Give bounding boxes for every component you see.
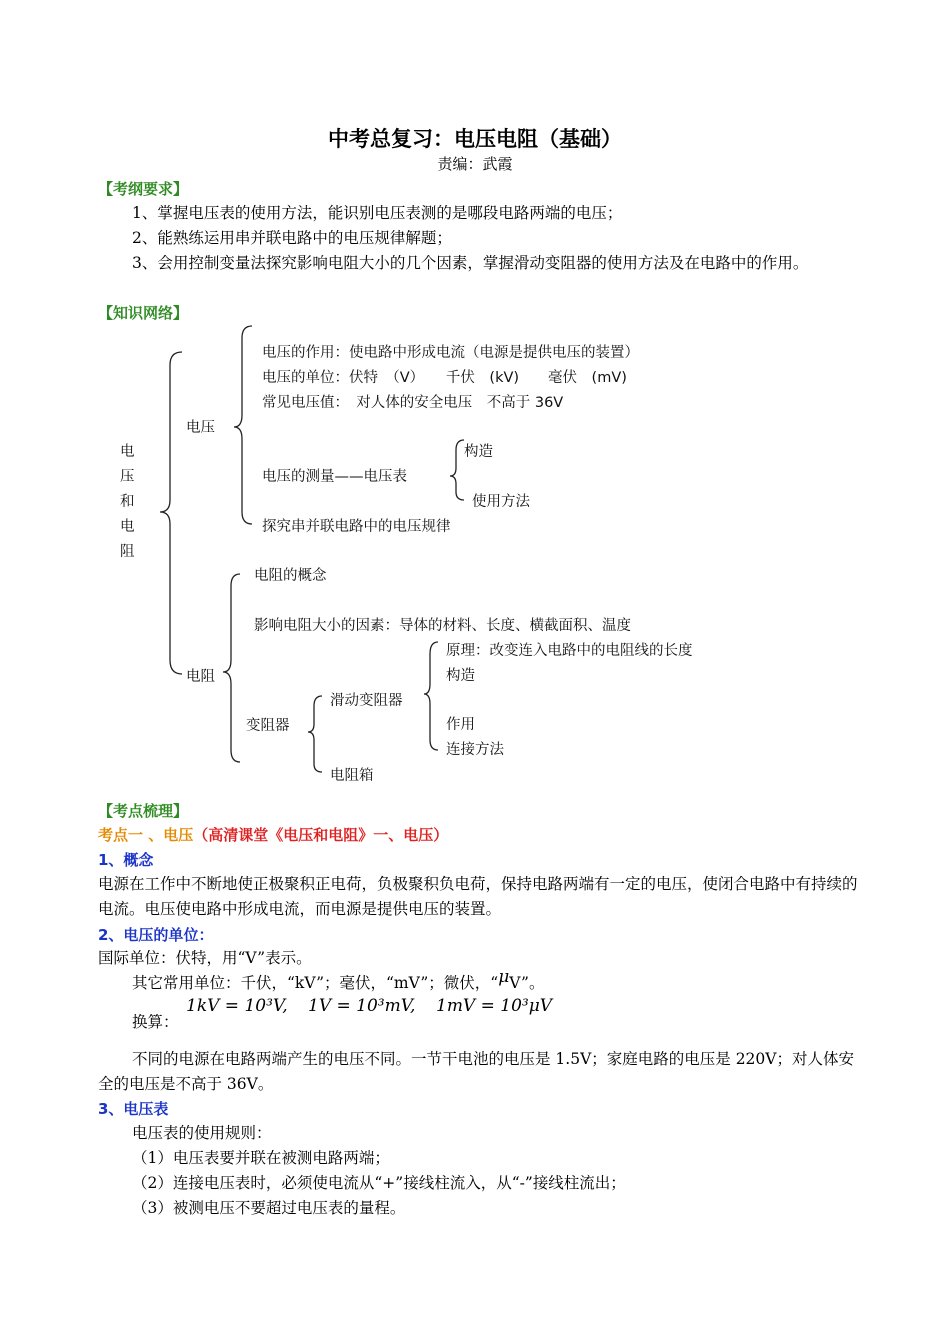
- brace-slide: [424, 642, 438, 750]
- section-voltmeter-title: 3、电压表: [98, 1100, 169, 1118]
- node-voltage-unit: 电压的单位：伏特 （V） 千伏 (kV) 毫伏 (mV): [262, 370, 627, 386]
- brace-voltage: [234, 326, 252, 524]
- syllabus-heading: 【考纲要求】: [98, 180, 189, 198]
- conversion-label: 换算：: [132, 1013, 179, 1031]
- formula-kv: 1kV = 10³V,: [186, 996, 288, 1016]
- node-measure-structure: 构造: [464, 444, 493, 460]
- brace-root: [160, 352, 182, 674]
- unit-others: [132, 967, 545, 995]
- section-concept-text: 电源在工作中不断地使正极聚积正电荷，负极聚积负电荷，保持电路两端有一定的电压，使闭合电路中有持续的电流。电压使电路中形成电流，而电源是提供电压的装置。: [98, 875, 858, 918]
- review-heading: 【考点梳理】: [98, 802, 189, 820]
- node-resistance: 电阻: [186, 669, 215, 685]
- network-heading: 【知识网络】: [98, 304, 189, 322]
- key-point-1-prefix: 考点一 、电压: [98, 826, 194, 844]
- brace-measure: [450, 440, 464, 500]
- node-voltage: 电压: [186, 420, 215, 436]
- editor-credit: 责编：武霞: [437, 155, 513, 173]
- network-root-char: 阻: [120, 544, 135, 560]
- voltmeter-rule: （1）电压表要并联在被测电路两端；: [132, 1149, 390, 1167]
- node-slide-connection: 连接方法: [446, 742, 504, 758]
- syllabus-item: 2、能熟练运用串并联电路中的电压规律解题；: [132, 229, 452, 247]
- mu-symbol: μ: [498, 967, 510, 987]
- network-root-char: 和: [120, 494, 135, 510]
- node-voltage-common: 常见电压值： 对人体的安全电压 不高于 36V: [262, 395, 564, 411]
- key-point-1-title: [98, 824, 448, 845]
- syllabus-item: 1、掌握电压表的使用方法，能识别电压表测的是哪段电路两端的电压；: [132, 204, 623, 222]
- node-resistance-box: 电阻箱: [330, 768, 374, 784]
- syllabus-item: 3、会用控制变量法探究影响电阻大小的几个因素，掌握滑动变阻器的使用方法及在电路中的作用。: [132, 254, 809, 272]
- section-concept-title: 1、概念: [98, 851, 154, 869]
- network-root-char: 电: [120, 444, 135, 460]
- brace-rheostat: [308, 696, 322, 772]
- page-title: 中考总复习：电压电阻（基础）: [328, 127, 622, 151]
- voltmeter-rule: （3）被测电压不要超过电压表的量程。: [132, 1199, 406, 1217]
- node-voltage-explore: 探究串并联电路中的电压规律: [262, 519, 451, 535]
- key-point-1-suffix: （高清课堂《电压和电阻》一、电压）: [193, 826, 449, 844]
- node-resistance-factors: 影响电阻大小的因素：导体的材料、长度、横截面积、温度: [254, 618, 631, 634]
- voltmeter-rule: （2）连接电压表时，必须使电流从“+”接线柱流入，从“-”接线柱流出；: [132, 1174, 626, 1192]
- node-resistance-concept: 电阻的概念: [254, 568, 327, 584]
- unit-international: 国际单位：伏特，用“V”表示。: [98, 949, 312, 967]
- section-unit-title: 2、电压的单位：: [98, 926, 214, 944]
- formula-mv: 1mV = 10³μV: [436, 996, 553, 1016]
- node-voltage-measure: 电压的测量——电压表: [262, 469, 407, 485]
- voltage-note: 不同的电源在电路两端产生的电压不同。一节干电池的电压是 1.5V；家庭电路的电压是 220V；对人体安全的电压是不高于 36V。: [98, 1050, 854, 1093]
- node-rheostat: 变阻器: [246, 718, 290, 734]
- network-root-char: 电: [120, 519, 135, 535]
- formula-v: 1V = 10³mV,: [308, 996, 416, 1016]
- node-slide-rheostat: 滑动变阻器: [330, 693, 403, 709]
- voltmeter-rules-title: 电压表的使用规则：: [132, 1124, 272, 1142]
- node-slide-function: 作用: [446, 717, 475, 733]
- node-measure-usage: 使用方法: [472, 494, 530, 510]
- network-root-char: 压: [120, 469, 135, 485]
- unit-others-a: 其它常用单位：千伏，“kV”；毫伏，“mV”；微伏，“: [132, 974, 499, 992]
- unit-others-b: V”。: [509, 974, 545, 992]
- node-voltage-role: 电压的作用：使电路中形成电流（电源是提供电压的装置）: [262, 345, 639, 361]
- node-slide-principle: 原理：改变连入电路中的电阻线的长度: [446, 643, 693, 659]
- node-slide-structure: 构造: [446, 668, 475, 684]
- brace-resistance: [223, 574, 240, 762]
